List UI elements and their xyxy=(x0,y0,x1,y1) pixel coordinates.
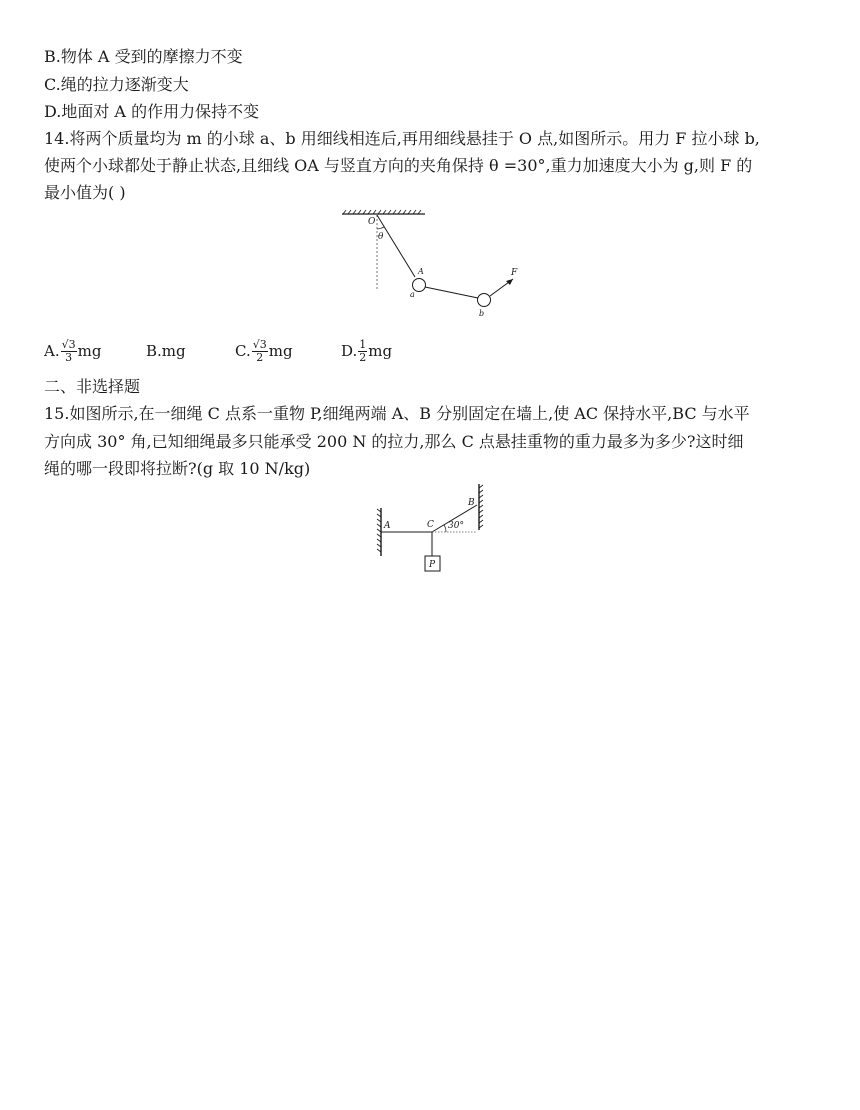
label-b: B xyxy=(468,498,475,508)
label-theta: θ xyxy=(378,232,384,242)
fraction: $\frac{√3}{2}$ xyxy=(252,337,267,364)
q13-option-b: B.物体 A 受到的摩擦力不变 xyxy=(44,47,243,66)
q14-choices xyxy=(44,336,392,366)
ceiling-hatch xyxy=(343,210,421,214)
label-a: a xyxy=(410,290,415,299)
string-ab xyxy=(425,287,478,298)
fraction: $\frac{√3}{3}$ xyxy=(61,337,76,364)
q14-text-line3: 最小值为( ) xyxy=(44,183,126,202)
q15-text-line2: 方向成 30° 角,已知细绳最多只能承受 200 N 的拉力,那么 C 点悬挂重物的重力最多为多少?这时细 xyxy=(44,432,744,451)
q14-text-line2: 使两个小球都处于静止状态,且细线 OA 与竖直方向的夹角保持 θ =30°,重力加速度大小为 g,则 F 的 xyxy=(44,156,753,175)
string-oa xyxy=(377,215,415,277)
label-p: P xyxy=(429,560,436,570)
label-b: b xyxy=(479,309,485,318)
label-f: F xyxy=(511,268,518,278)
label-o: O xyxy=(368,217,376,227)
label-A: A xyxy=(418,267,424,276)
force-f-arrowhead xyxy=(506,279,513,285)
q14-choice-d[interactable]: D. $\frac{1}{2}$ mg xyxy=(341,337,393,364)
fraction: $\frac{1}{2}$ xyxy=(359,337,367,364)
label-angle: 30° xyxy=(448,521,464,531)
q15-text-line3: 绳的哪一段即将拉断?(g 取 10 N/kg) xyxy=(44,459,311,478)
q14-choice-b[interactable]: B. mg xyxy=(146,342,186,360)
label-c: C xyxy=(427,520,434,530)
angle-arc xyxy=(444,525,446,532)
q14-figure xyxy=(335,205,535,320)
q14-text-line1: 14.将两个质量均为 m 的小球 a、b 用细线相连后,再用细线悬挂于 O 点,如图所示。用力 F 拉小球 b, xyxy=(44,129,760,148)
q13-option-d: D.地面对 A 的作用力保持不变 xyxy=(44,102,260,121)
ball-b xyxy=(478,294,491,307)
q14-choice-a[interactable]: A. $\frac{√3}{3}$ mg xyxy=(44,337,102,364)
q14-choice-c[interactable]: C. $\frac{√3}{2}$ mg xyxy=(235,337,293,364)
q15-figure xyxy=(372,480,488,576)
q15-text-line1: 15.如图所示,在一细绳 C 点系一重物 P,细绳两端 A、B 分别固定在墙上,使 AC 保持水平,BC 与水平 xyxy=(44,404,750,423)
q13-option-c: C.绳的拉力逐渐变大 xyxy=(44,75,189,94)
label-a: A xyxy=(384,521,391,531)
theta-arc xyxy=(377,227,384,229)
section-title: 二、非选择题 xyxy=(44,377,141,396)
